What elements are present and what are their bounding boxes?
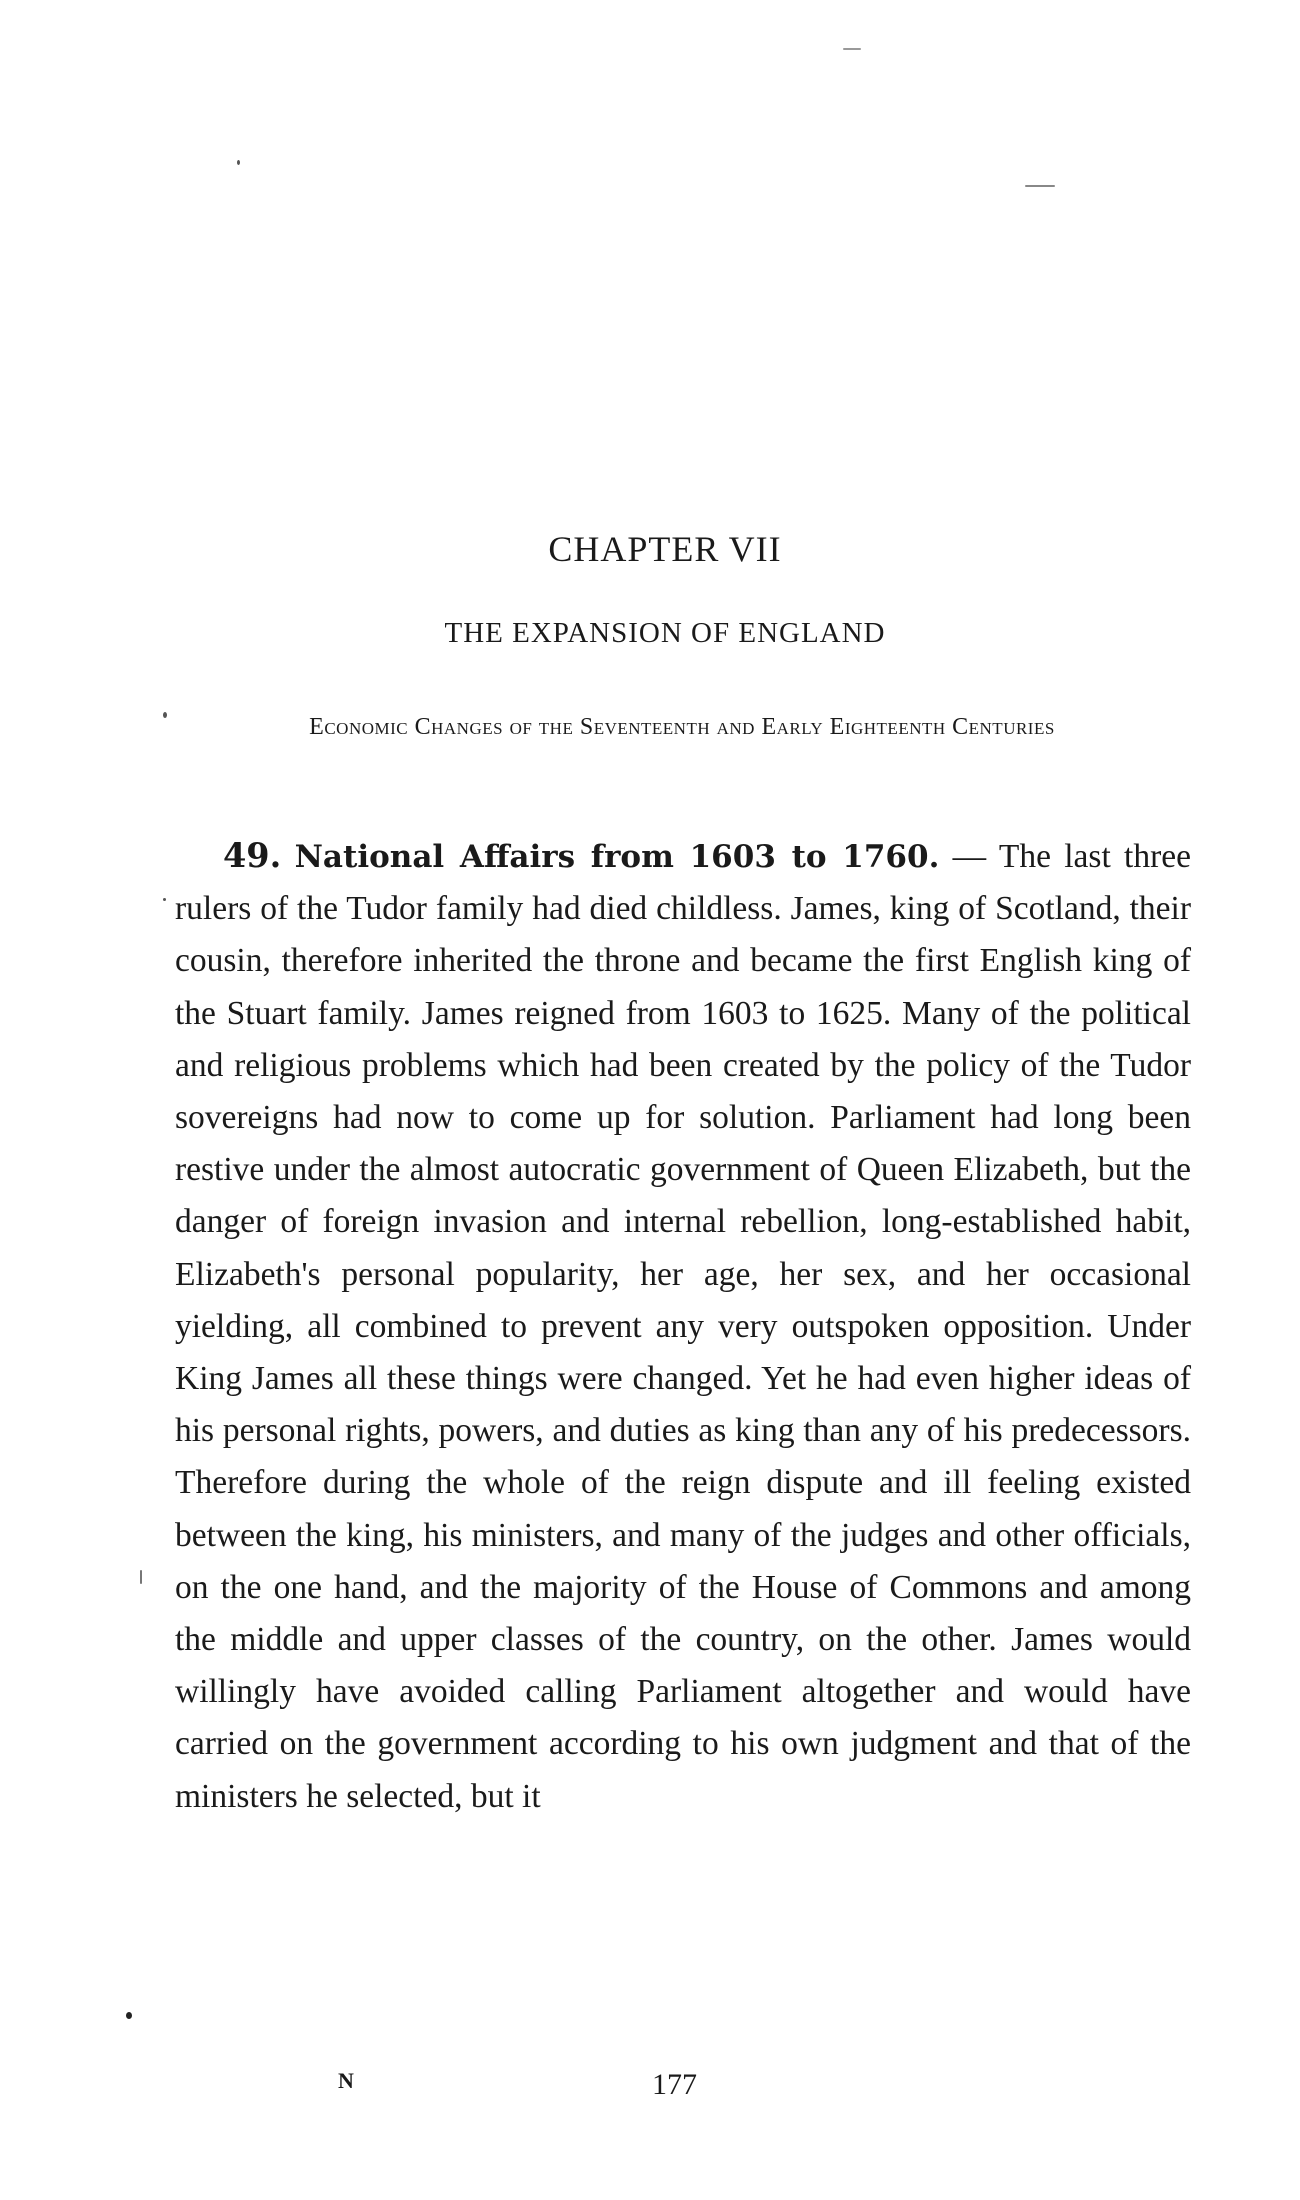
chapter-number: CHAPTER VII: [548, 529, 782, 569]
scan-speck: [1025, 185, 1055, 187]
chapter-title: THE EXPANSION OF ENGLAND: [444, 617, 886, 649]
scan-speck: [163, 712, 167, 718]
scan-speck: [126, 2012, 132, 2019]
paragraph-separator: —: [939, 838, 999, 875]
scan-speck: [163, 898, 166, 901]
page-footer: [0, 2068, 1300, 2108]
paragraph-heading: National Affairs from 1603 to 1760.: [294, 839, 940, 875]
section-heading: Economic Changes of the Seventeenth and Early Eighteenth Centuries: [309, 714, 1055, 740]
signature-mark: N: [338, 2068, 354, 2093]
scan-speck: [140, 1570, 142, 1584]
scan-speck: [237, 160, 240, 165]
page-number: 177: [652, 2068, 697, 2101]
body-paragraph: [175, 830, 1191, 1823]
scan-speck: [843, 48, 861, 50]
paragraph-text: The last three rulers of the Tudor family had died childless. James, king of Scotland, their cousin, therefore inherited the throne and became the first English king of the Stuart family. James reigned from 1603 to 1625. Many of the political and religious problems which had been created by the policy of the Tudor sovereigns had now to come up for solution. Parliament had long been restive under the almost autocratic government of Queen Elizabeth, but the danger of foreign invasion and internal rebellion, long-established habit, Elizabeth's personal popularity, her age, her sex, and her occasional yielding, all combined to prevent any very outspoken opposition. Under King James all these things were changed. Yet he had even higher ideas of his personal rights, powers, and duties as king than any of his predecessors. Therefore during the whole of the reign dispute and ill feeling existed between the king, his ministers, and many of the judges and other officials, on the one hand, and the majority of the House of Commons and among the middle and upper classes of the country, on the other. James would willingly have avoided calling Parliament altogether and would have carried on the government according to his own judgment and that of the ministers he selected, but it: [175, 838, 1191, 1815]
paragraph-number: 49.: [223, 836, 282, 875]
